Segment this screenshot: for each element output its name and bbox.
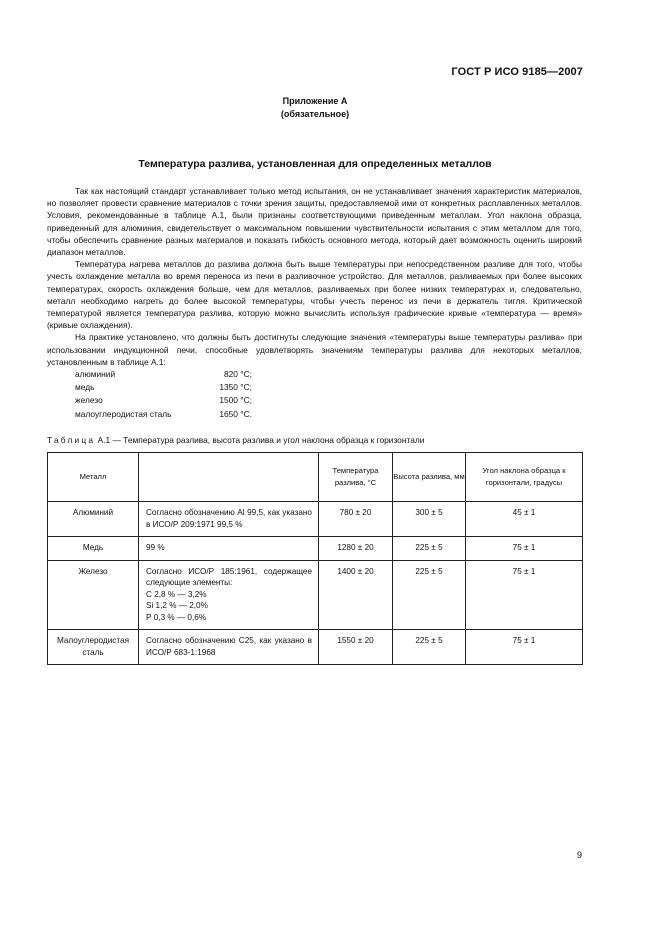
table-row	[48, 537, 583, 561]
metal-temperature-list	[75, 368, 252, 421]
cell-metal: Малоуглеродистая сталь	[48, 630, 139, 665]
list-item	[75, 381, 252, 394]
appendix-status: (обязательное)	[280, 109, 350, 119]
metal-temp: 1500 °С;	[219, 395, 252, 406]
cell-metal: Медь	[48, 537, 139, 561]
table-header-row	[48, 453, 583, 502]
metal-name: железо	[75, 395, 103, 406]
paragraph: Так как настоящий стандарт устанавливает только метод испытания, он не устанавливает значения характеристик материалов, но позволяет провести сравнение материалов с точки зрения защиты, предоставляемой ими от конкретных расплавленных металлов. Условия, рекомендованные в таблице А.1, были признаны соответствующими приведенным металлам. Угол наклона образца, приведенный для алюминия, свидетельствует о максимальном повышении чувствительности испытания с этим металлом для того, чтобы обеспечить сравнение разных материалов и показать гибкость основного метода, который дает возможность оценить широкий диапазон металлов.	[47, 186, 582, 258]
cell-angle: 45 ± 1	[466, 502, 583, 537]
standard-id: ГОСТ Р ИСО 9185—2007	[451, 66, 583, 78]
body-text	[47, 185, 582, 368]
cell-metal: Алюминий	[48, 502, 139, 537]
cell-temperature: 780 ± 20	[319, 502, 393, 537]
composition-item: Si 1,2 % — 2,0%	[146, 601, 208, 610]
composition-item: С 2,8 % — 3,2%	[146, 589, 207, 599]
appendix-label: Приложение А	[282, 96, 348, 106]
metal-temp: 1350 °С;	[219, 382, 252, 393]
paragraph: Температура нагрева металлов до разлива должна быть выше температуры при непосредственном разливе для того, чтобы учесть охлаждение металла во время переноса из печи в разливочное устройство. Для металлов, разливаемых при более высоких температурах, скорость охлаждения больше, чем для металлов, разливаемых при более низких температурах и, следовательно, металл необходимо нагреть до более высокой температуры, чтобы учесть перенос из печи в держатель тигля. Критической температурой является температура разлива, которую можно вычислить используя графические кривые «температура — время» (кривые охлаждения).	[47, 259, 582, 331]
list-item	[75, 368, 252, 381]
cell-angle: 75 ± 1	[466, 630, 583, 665]
header-metal: Металл	[48, 453, 139, 502]
cell-temperature: 1550 ± 20	[319, 630, 393, 665]
metal-temp: 1650 °С.	[219, 408, 252, 419]
cell-angle: 75 ± 1	[466, 537, 583, 561]
table-row	[48, 630, 583, 665]
metal-name: медь	[75, 382, 95, 393]
table-row	[48, 502, 583, 537]
cell-metal: Железо	[48, 560, 139, 630]
metal-name: малоуглеродистая сталь	[75, 408, 172, 419]
list-item	[75, 408, 252, 421]
cell-description: Согласно обозначению С25, как указано в ИСО/Р 683-1:1968	[139, 630, 319, 665]
table-caption	[47, 435, 424, 445]
description-text: Согласно ИСО/Р 185:1961, содержащее следующие элементы:	[146, 566, 312, 587]
table-row	[48, 560, 583, 630]
metal-temp: 820 °С;	[223, 369, 252, 379]
cell-description: Согласно обозначению Al 99,5, как указано в ИСО/Р 209:1971 99,5 %	[139, 502, 319, 537]
cell-height: 225 ± 5	[393, 537, 466, 561]
cell-height: 225 ± 5	[393, 630, 466, 665]
header-height: Высота разлива, мм	[393, 453, 466, 502]
table-caption-prefix: Таблица	[47, 435, 96, 445]
cell-angle: 75 ± 1	[466, 560, 583, 630]
section-title: Температура разлива, установленная для определенных металлов	[138, 158, 492, 170]
page-number: 9	[576, 850, 582, 860]
metal-name: алюминий	[75, 369, 116, 379]
cell-temperature: 1400 ± 20	[319, 560, 393, 630]
pouring-table	[47, 452, 583, 665]
header-description	[139, 453, 319, 502]
cell-temperature: 1280 ± 20	[319, 537, 393, 561]
cell-height: 225 ± 5	[393, 560, 466, 630]
header-angle: Угол наклона образца к горизонтали, градусы	[466, 453, 583, 502]
paragraph: На практике установлено, что должны быть достигнуты следующие значения «температуры выше температуры разлива» при использовании индукционной печи, способные удовлетворять значениям температуры разлива для некоторых металлов, установленным в таблице А.1:	[47, 332, 582, 367]
list-item	[75, 394, 252, 407]
table-caption-text: А.1 — Температура разлива, высота разлива и угол наклона образца к горизонтали	[95, 435, 425, 445]
header-temperature: Температура разлива, °С	[319, 453, 393, 502]
cell-description	[139, 560, 319, 630]
composition-list	[146, 589, 312, 624]
composition-item: Р 0,3 % — 0,6%	[146, 612, 207, 622]
cell-height: 300 ± 5	[393, 502, 466, 537]
appendix-heading	[0, 95, 630, 121]
cell-description: 99 %	[139, 537, 319, 561]
